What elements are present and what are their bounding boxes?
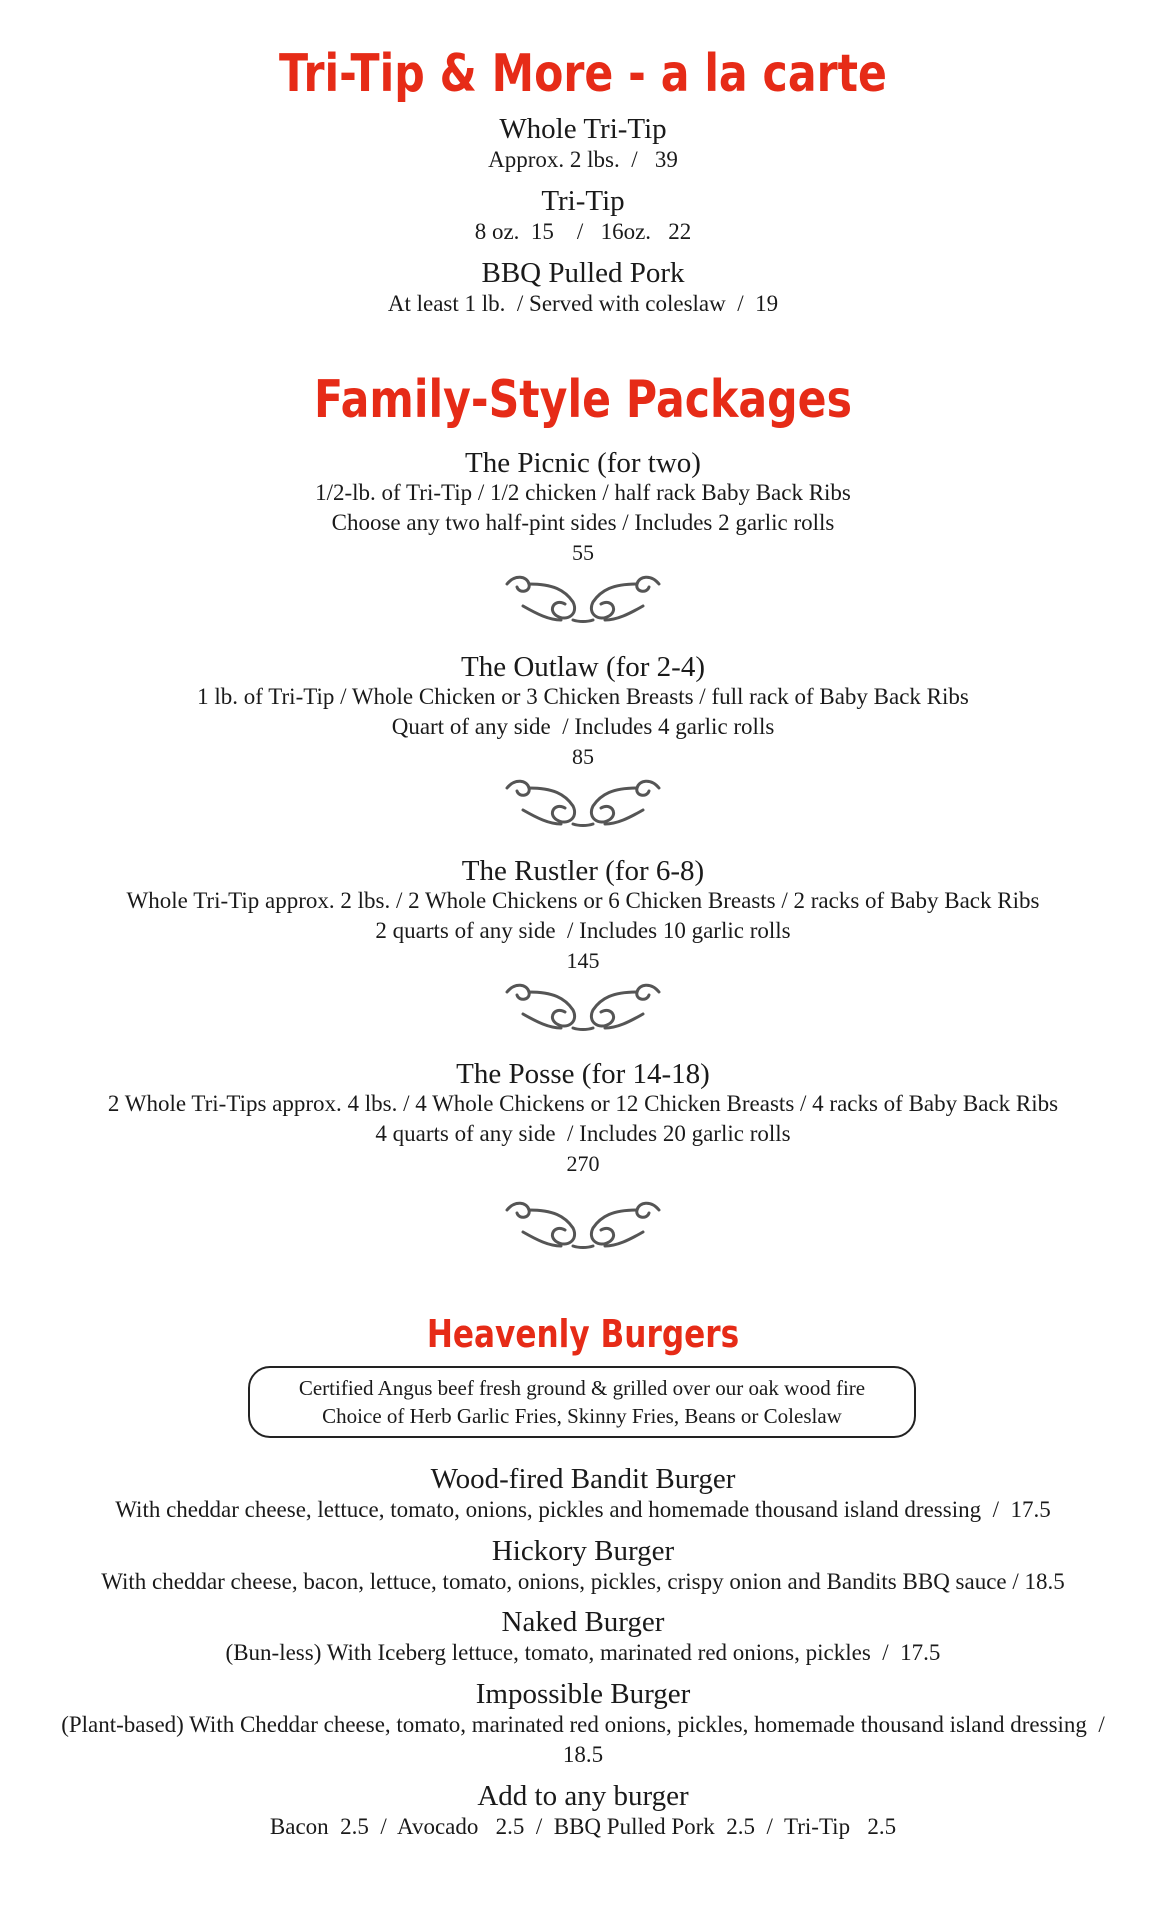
burger-desc-impossible: (Plant-based) With Cheddar cheese, tomato, marinated red onions, pickles, homemade thousand island dressing / 18.5	[61, 1712, 1117, 1767]
package-line1-outlaw: 1 lb. of Tri-Tip / Whole Chicken or 3 Chicken Breasts / full rack of Baby Back Ribs	[197, 684, 969, 709]
package-line2-rustler: 2 quarts of any side / Includes 10 garlic rolls	[375, 918, 791, 943]
package-line2-posse: 4 quarts of any side / Includes 20 garlic rolls	[375, 1121, 791, 1146]
item-desc-pulled-pork: At least 1 lb. / Served with coleslaw / 19	[387, 291, 779, 316]
item-name-pulled-pork: BBQ Pulled Pork	[481, 257, 685, 289]
package-line2-outlaw: Quart of any side / Includes 4 garlic rolls	[391, 714, 775, 739]
burger-desc-bandit: With cheddar cheese, lettuce, tomato, onions, pickles and homemade thousand island dressing / 17.5	[115, 1497, 1051, 1522]
burger-info-box	[248, 1366, 916, 1438]
flourish-ornament-icon	[503, 978, 663, 1036]
package-name-posse: The Posse (for 14-18)	[456, 1058, 710, 1090]
burgers-title: Heavenly Burgers	[426, 1312, 740, 1356]
add-on-title: Add to any burger	[477, 1780, 689, 1812]
package-price-posse: 270	[566, 1151, 600, 1176]
item-desc-whole-tri-tip: Approx. 2 lbs. / 39	[488, 147, 678, 172]
package-price-rustler: 145	[566, 948, 600, 973]
alacarte-title: Tri-Tip & More - a la carte	[279, 44, 887, 104]
family-title: Family-Style Packages	[314, 370, 852, 430]
burger-name-naked: Naked Burger	[501, 1606, 665, 1638]
burger-info-line2: Choice of Herb Garlic Fries, Skinny Fries, Beans or Coleslaw	[322, 1404, 842, 1428]
flourish-ornament-icon	[503, 570, 663, 628]
package-line1-posse: 2 Whole Tri-Tips approx. 4 lbs. / 4 Whole Chickens or 12 Chicken Breasts / 4 racks of Baby Back Ribs	[107, 1091, 1059, 1116]
burger-info-line1: Certified Angus beef fresh ground & grilled over our oak wood fire	[298, 1376, 866, 1400]
burger-desc-naked: (Bun-less) With Iceberg lettuce, tomato, marinated red onions, pickles / 17.5	[225, 1640, 941, 1665]
item-name-tri-tip: Tri-Tip	[541, 185, 625, 217]
burger-name-bandit: Wood-fired Bandit Burger	[430, 1463, 736, 1495]
package-name-rustler: The Rustler (for 6-8)	[461, 855, 705, 887]
package-line1-rustler: Whole Tri-Tip approx. 2 lbs. / 2 Whole Chickens or 6 Chicken Breasts / 2 racks of Baby Back Ribs	[126, 888, 1040, 913]
package-line2-picnic: Choose any two half-pint sides / Includes 2 garlic rolls	[331, 510, 835, 535]
flourish-ornament-icon	[503, 1196, 663, 1254]
burger-name-hickory: Hickory Burger	[491, 1535, 675, 1567]
item-desc-tri-tip: 8 oz. 15 / 16oz. 22	[474, 219, 692, 244]
item-name-whole-tri-tip: Whole Tri-Tip	[499, 113, 667, 145]
burger-name-impossible: Impossible Burger	[475, 1678, 691, 1710]
package-name-outlaw: The Outlaw (for 2-4)	[461, 651, 705, 683]
flourish-ornament-icon	[503, 774, 663, 832]
package-price-outlaw: 85	[572, 744, 594, 769]
add-on-list: Bacon 2.5 / Avocado 2.5 / BBQ Pulled Pork 2.5 / Tri-Tip 2.5	[269, 1814, 897, 1839]
burger-desc-hickory: With cheddar cheese, bacon, lettuce, tomato, onions, pickles, crispy onion and Bandits BBQ sauce / 18.5	[101, 1569, 1065, 1594]
package-line1-picnic: 1/2-lb. of Tri-Tip / 1/2 chicken / half rack Baby Back Ribs	[315, 480, 851, 505]
package-name-picnic: The Picnic (for two)	[465, 447, 701, 479]
package-price-picnic: 55	[572, 540, 594, 565]
